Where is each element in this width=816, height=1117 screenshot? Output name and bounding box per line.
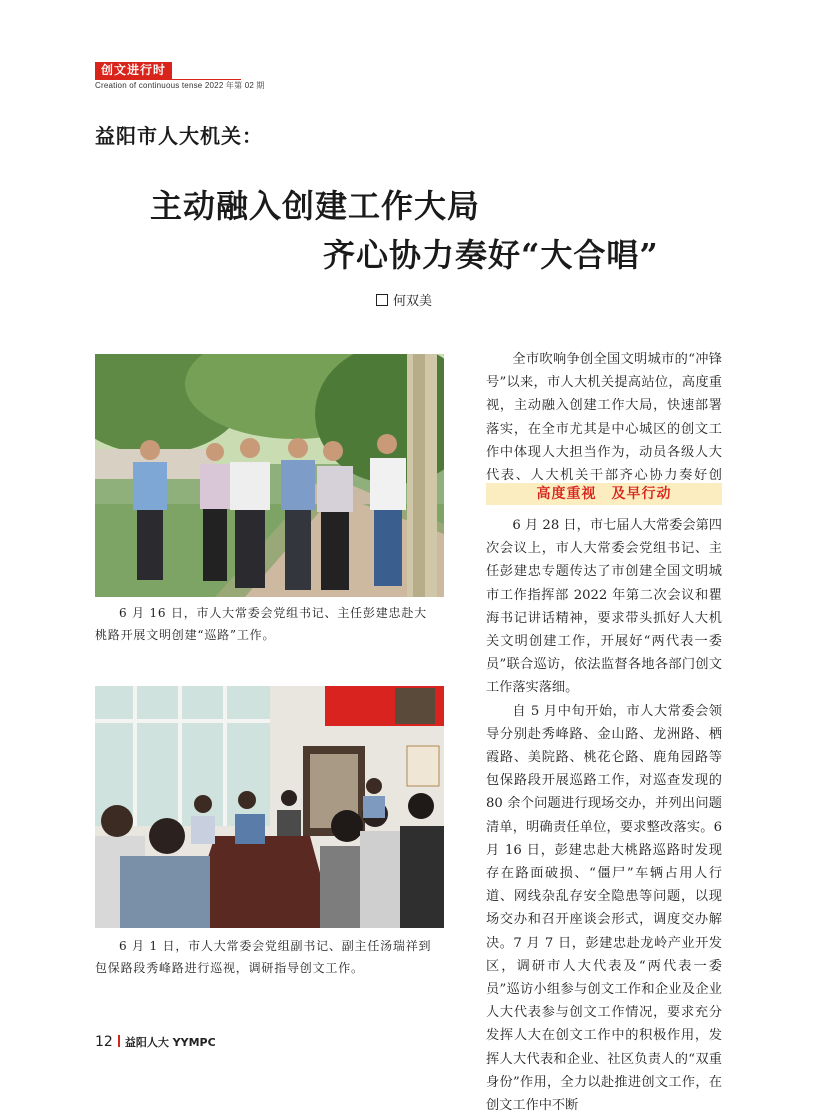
column-tag: 创文进行时 (95, 62, 172, 79)
intro-paragraph: 全市吹响争创全国文明城市的“冲锋号”以来，市人大机关提高站位，高度重视，主动融入创建工作大局，快速部署落实，在全市尤其是中心城区的创文工作中体现人大担当作为，动员各级人大代表、人大机关干部齐心协力奏好创 (486, 352, 722, 484)
section-heading: 高度重视 及早行动 (486, 483, 722, 505)
photo-caption-2: 6 月 1 日，市人大常委会党组副书记、副主任汤瑞祥到包保路段秀峰路进行巡视，调研指导创文工作。 (95, 939, 432, 975)
publication-latin: YYMPC (172, 1036, 216, 1049)
footer-divider (118, 1035, 120, 1047)
issue-subline: Creation of continuous tense 2022 年第 02 期 (95, 81, 265, 90)
article-title-line2: 齐心协力奏好“大合唱” (323, 236, 659, 274)
article-body (486, 514, 722, 1117)
publication-name: 益阳人大 (124, 1036, 169, 1049)
photo-meeting (95, 686, 444, 928)
byline (376, 290, 432, 309)
author-name: 何双美 (393, 294, 433, 309)
body-paragraph: 6 月 28 日，市七届人大常委会第四次会议上，市人大常委会党组书记、主任彭建忠专题传达了市创建全国文明城市工作指挥部 2022 年第二次会议和瞿海书记讲话精神，要求带头抓好人大机关文明创建工作，开展好“两代表一委员”联合巡访，依法监督各地各部门创文工作落实落细。 (486, 518, 722, 696)
body-paragraph: 自 5 月中旬开始，市人大常委会领导分别赴秀峰路、金山路、龙洲路、栖霞路、美院路、桃花仑路、鹿角园路等包保路段开展巡路工作，对巡查发现的 80 余个问题进行现场交办，并列出问题清单，明确责任单位，要求整改落实。6 月 16 日，彭建忠赴大桃路巡路时发现存在路面破损、“僵尸”车辆占用人行道、网线杂乱存安全隐患等问题，以现场交办和召开座谈会形式，调度交办解决。7 月 7 日，彭建忠赴龙岭产业开发区，调研市人大代表及“两代表一委员”巡访小组参与创文工作和企业及企业人大代表参与创文工作情况，要求充分发挥人大在创文工作中的积极作用，发挥人大代表和企业、社区负责人的“双重身份”作用，全力以赴推进创文工作，在创文工作中不断 (486, 703, 722, 1114)
photo-caption-1: 6 月 16 日，市人大常委会党组书记、主任彭建忠赴大桃路开展文明创建“巡路”工作。 (95, 606, 427, 642)
article-kicker: 益阳市人大机关： (95, 124, 263, 148)
photo-street-inspection (95, 354, 444, 597)
byline-box-icon (376, 294, 388, 306)
page-number: 12 (95, 1034, 113, 1050)
page-footer (95, 1034, 216, 1050)
photo-meeting-image (95, 686, 444, 928)
photo-street-inspection-image (95, 354, 444, 597)
article-title-line1: 主动融入创建工作大局 (150, 187, 481, 225)
